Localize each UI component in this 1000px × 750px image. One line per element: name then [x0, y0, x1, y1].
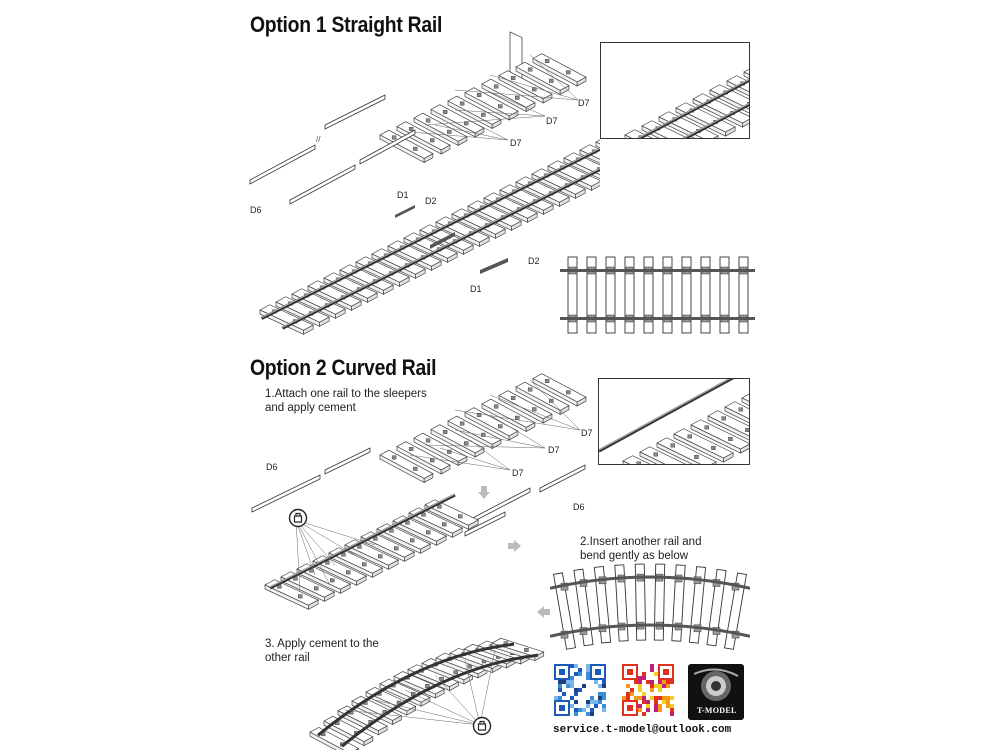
- callout-d2: D2: [528, 256, 540, 266]
- callout-d6: D6: [266, 462, 278, 472]
- detail-inset-curved: [598, 378, 750, 465]
- cement-bottle-icon: [472, 716, 492, 736]
- callout-d1: D1: [470, 284, 482, 294]
- option1-title: Option 1 Straight Rail: [250, 12, 443, 37]
- callout-d7: D7: [581, 428, 593, 438]
- detail-inset-straight: [600, 42, 750, 139]
- curved-rail-top-view: [550, 560, 750, 650]
- curved-rail-exploded-diagram: [240, 360, 600, 750]
- callout-d7: D7: [512, 468, 524, 478]
- callout-d1: D1: [397, 190, 409, 200]
- step-1-text: 1.Attach one rail to the sleepers and apply cement: [265, 388, 427, 414]
- straight-rail-top-view: [560, 255, 755, 335]
- cement-bottle-icon: [288, 508, 308, 528]
- callout-d6: D6: [250, 205, 262, 215]
- svg-text://: //: [316, 135, 321, 144]
- arrow-left-icon: [536, 606, 550, 618]
- option2-title: Option 2 Curved Rail: [250, 355, 437, 380]
- qr-code-facebook: [554, 664, 606, 716]
- callout-d7: D7: [578, 98, 590, 108]
- arrow-down-icon: [478, 486, 490, 500]
- qr-code-weibo: [622, 664, 674, 716]
- callout-d7: D7: [510, 138, 522, 148]
- callout-d6: D6: [573, 502, 585, 512]
- callout-d7: D7: [546, 116, 558, 126]
- arrow-right-icon: [508, 540, 522, 552]
- step-3-text: 3. Apply cement to the other rail: [265, 638, 379, 664]
- tmodel-logo: [688, 664, 744, 720]
- contact-email: service.t-model@outlook.com: [553, 724, 732, 736]
- callout-d2: D2: [425, 196, 437, 206]
- brand-name: T-MODEL: [697, 706, 737, 715]
- callout-d7: D7: [548, 445, 560, 455]
- straight-rail-exploded-diagram: [240, 30, 600, 340]
- step-2-text: 2.Insert another rail and bend gently as below: [580, 536, 702, 562]
